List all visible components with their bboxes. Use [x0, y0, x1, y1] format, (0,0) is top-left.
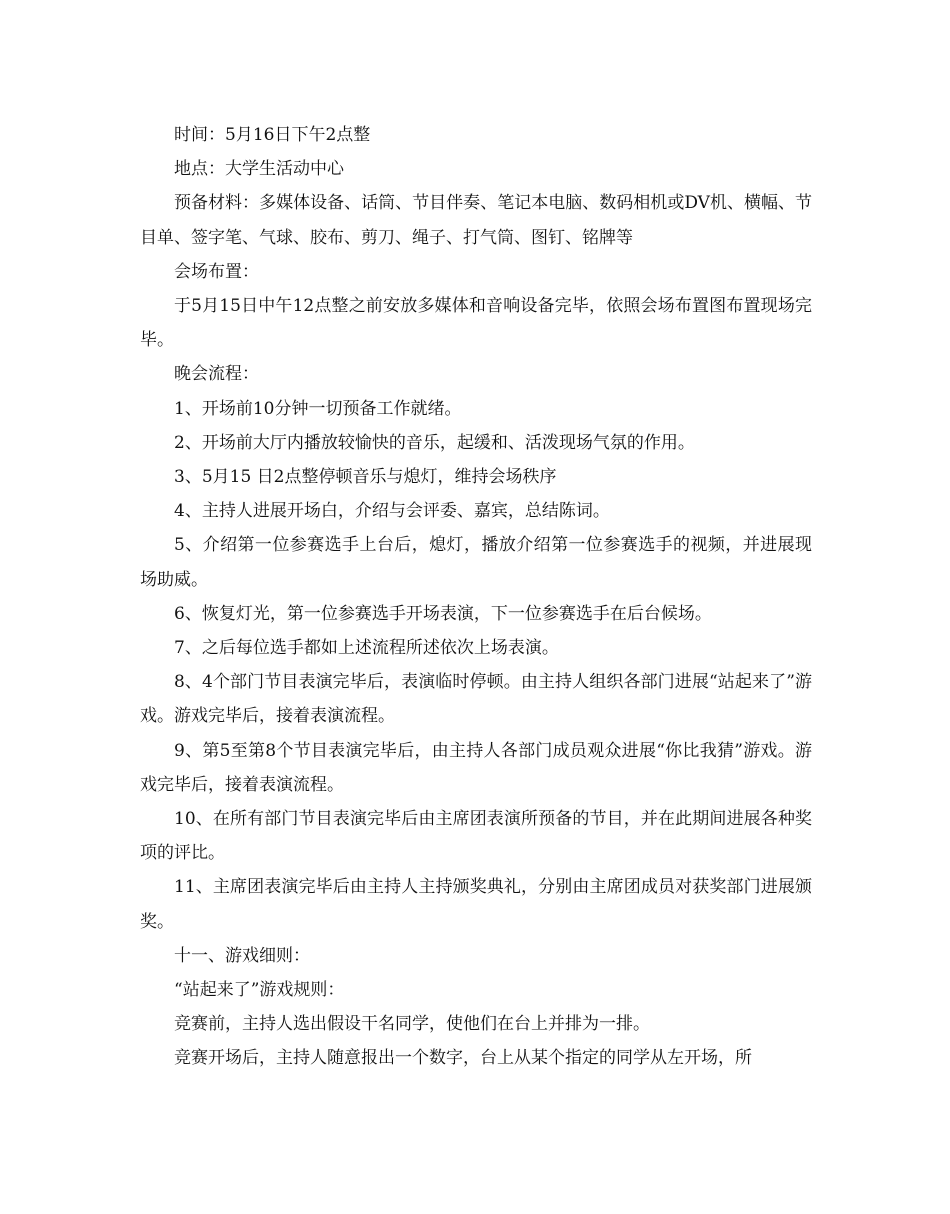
heading-venue-setup: 会场布置：	[174, 261, 259, 282]
flow-step-9: 9、第5至第8个节目表演完毕后，由主持人各部门成员观众进展“你比我猜”游戏。游戏完毕后，接着表演流程。	[140, 740, 812, 795]
flow-step-8: 8、4个部门节目表演完毕后，表演临时停顿。由主持人组织各部门进展“站起来了”游戏。游戏完毕后，接着表演流程。	[140, 672, 812, 727]
paragraph-game-start: 竞赛开场后，主持人随意报出一个数字，台上从某个指定的同学从左开场，所	[174, 1048, 752, 1069]
flow-step-11: 11、主席团表演完毕后由主持人主持颁奖典礼，分别由主席团成员对获奖部门进展颁奖。	[140, 877, 812, 932]
flow-step-10: 10、在所有部门节目表演完毕后由主席团表演所预备的节目，并在此期间进展各种奖项的评比。	[140, 809, 812, 864]
heading-program-flow: 晚会流程：	[174, 364, 259, 385]
document-body	[140, 118, 812, 1076]
heading-game-rules: 十一、游戏细则：	[174, 945, 310, 966]
paragraph-venue-setup: 于5月15日中午12点整之前安放多媒体和音响设备完毕，依照会场布置图布置现场完毕。	[140, 296, 812, 351]
heading-stand-up-game: “站起来了”游戏规则：	[174, 980, 345, 1001]
paragraph-materials: 预备材料：多媒体设备、话筒、节目伴奏、笔记本电脑、数码相机或DV机、横幅、节目单、签字笔、气球、胶布、剪刀、绳子、打气筒、图钉、铭牌等	[140, 193, 812, 248]
paragraph-time: 时间：5月16日下午2点整	[174, 125, 371, 145]
flow-step-4: 4、主持人进展开场白，介绍与会评委、嘉宾，总结陈词。	[174, 501, 610, 522]
flow-step-6: 6、恢复灯光，第一位参赛选手开场表演，下一位参赛选手在后台候场。	[174, 603, 712, 624]
flow-step-3: 3、5月15 日2点整停顿音乐与熄灯，维持会场秩序	[174, 467, 557, 488]
flow-step-5: 5、介绍第一位参赛选手上台后，熄灯，播放介绍第一位参赛选手的视频，并进展现场助威。	[140, 535, 812, 590]
flow-step-1: 1、开场前10分钟一切预备工作就绪。	[174, 398, 462, 419]
paragraph-before-game: 竞赛前，主持人选出假设干名同学，使他们在台上并排为一排。	[174, 1014, 650, 1035]
flow-step-7: 7、之后每位选手都如上述流程所述依次上场表演。	[174, 638, 559, 659]
flow-step-2: 2、开场前大厅内播放较愉快的音乐，起缓和、活泼现场气氛的作用。	[174, 432, 695, 453]
paragraph-location: 地点：大学生活动中心	[174, 159, 344, 180]
